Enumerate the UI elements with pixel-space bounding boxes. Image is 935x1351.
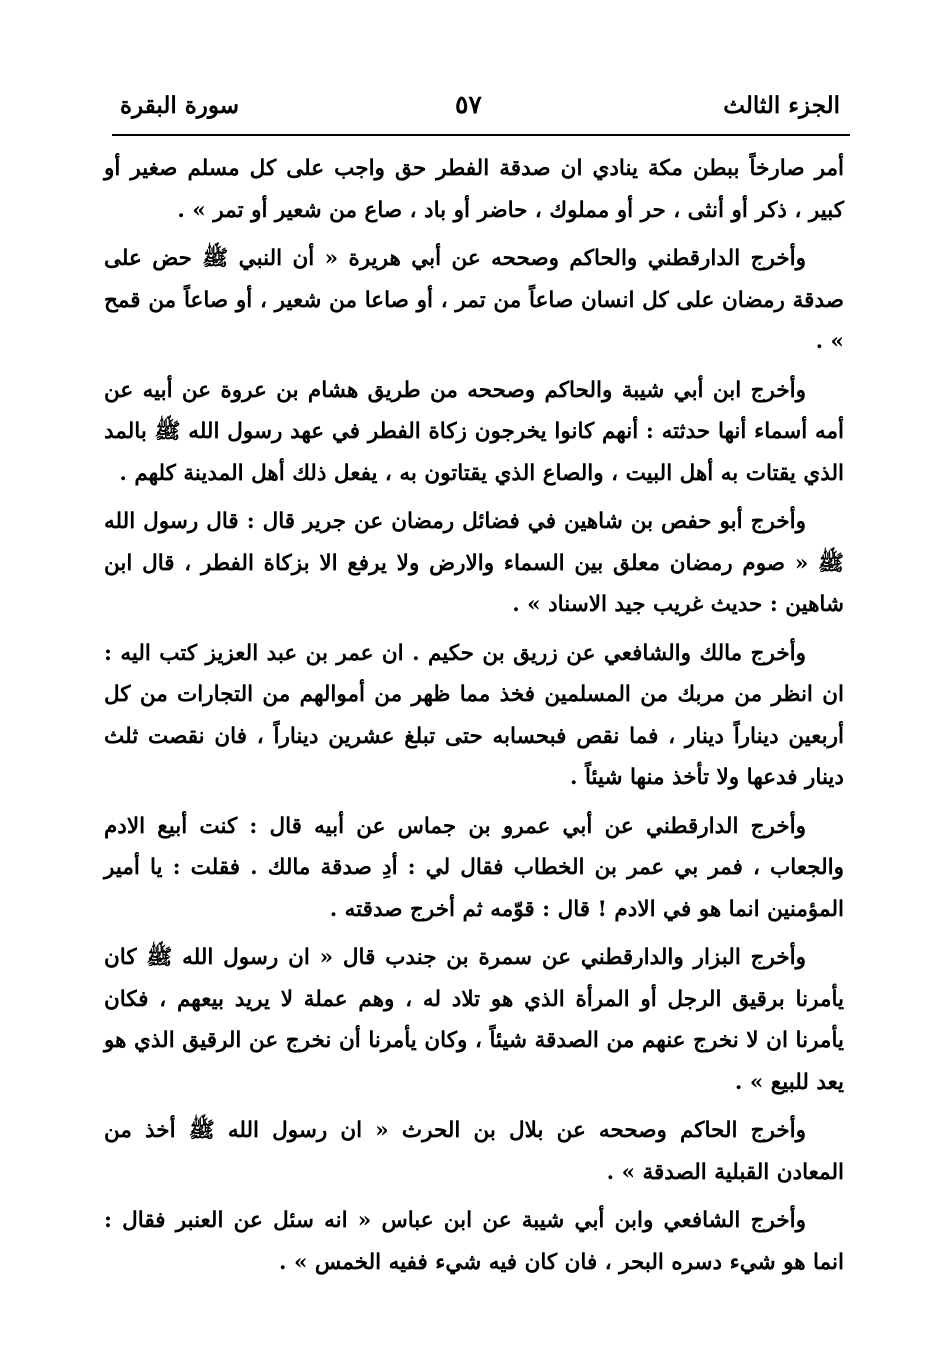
paragraph: وأخرج الدارقطني عن أبي عمرو بن جماس عن أبيه قال : كنت أبيع الادم والجعاب ، فمر بي عمر بن الخطاب فقال لي : أدِ صدقة مالك . فقلت : يا أمير المؤمنين انما هو في الادم ! قال : قوّمه ثم أخرج صدقته .: [104, 813, 844, 922]
paragraph: وأخرج أبو حفص بن شاهين في فضائل رمضان عن جرير قال : قال رسول الله ﷺ « صوم رمضان معلق بين السماء والارض ولا يرفع الا بزكاة الفطر ، قال ابن شاهين : حديث غريب جيد الاسناد » .: [104, 509, 844, 617]
paragraph: أمر صارخاً ببطن مكة ينادي ان صدقة الفطر حق واجب على كل مسلم صغير أو كبير ، ذكر أو أنثى ، حر أو مملوك ، حاضر أو باد ، صاع من شعير أو تمر » .: [104, 156, 844, 223]
paragraph: وأخرج ابن أبي شيبة والحاكم وصححه من طريق هشام بن عروة عن أبيه عن أمه أسماء أنها حدثته : أنهم كانوا يخرجون زكاة الفطر في عهد رسول الله ﷺ بالمد الذي يقتات به أهل البيت ، والصاع الذي يقتاتون به ، يفعل ذلك أهل المدينة كلهم .: [104, 377, 844, 486]
surah-title: سورة البقرة: [120, 92, 240, 119]
header-rule: [112, 134, 850, 136]
page-header: [120, 88, 840, 128]
part-title: الجزء الثالث: [723, 92, 840, 119]
page-number: ٥٧: [455, 90, 482, 119]
paragraph: وأخرج الحاكم وصححه عن بلال بن الحرث « ان رسول الله ﷺ أخذ من المعادن القبلية الصدقة » .: [104, 1118, 844, 1185]
paragraph: وأخرج مالك والشافعي عن زريق بن حكيم . ان عمر بن عبد العزيز كتب اليه : ان انظر من مربك من المسلمين فخذ مما ظهر من أموالهم من التجارات من كل أربعين ديناراً دينار ، فما نقص فبحسابه حتى تبلغ عشرين ديناراً ، فان نقصت ثلث دينار فدعها ولا تأخذ منها شيئاً .: [104, 640, 844, 790]
paragraph: وأخرج الشافعي وابن أبي شيبة عن ابن عباس « انه سئل عن العنبر فقال : انما هو شيء دسره البحر ، فان كان فيه شيء ففيه الخمس » .: [104, 1208, 844, 1275]
paragraph: وأخرج البزار والدارقطني عن سمرة بن جندب قال « ان رسول الله ﷺ كان يأمرنا برقيق الرجل أو المرأة الذي هو تلاد له ، وهم عملة لا يريد بيعهم ، فكان يأمرنا ان لا نخرج عنهم من الصدقة شيئاً ، وكان يأمرنا أن نخرج عن الرقيق الذي هو يعد للبيع » .: [104, 945, 844, 1095]
paragraph: وأخرج الدارقطني والحاكم وصححه عن أبي هريرة « أن النبي ﷺ حض على صدقة رمضان على كل انسان صاعاً من تمر ، أو صاعا من شعير ، أو صاعاً من قمح » .: [104, 246, 844, 354]
page-body: [104, 148, 844, 1290]
